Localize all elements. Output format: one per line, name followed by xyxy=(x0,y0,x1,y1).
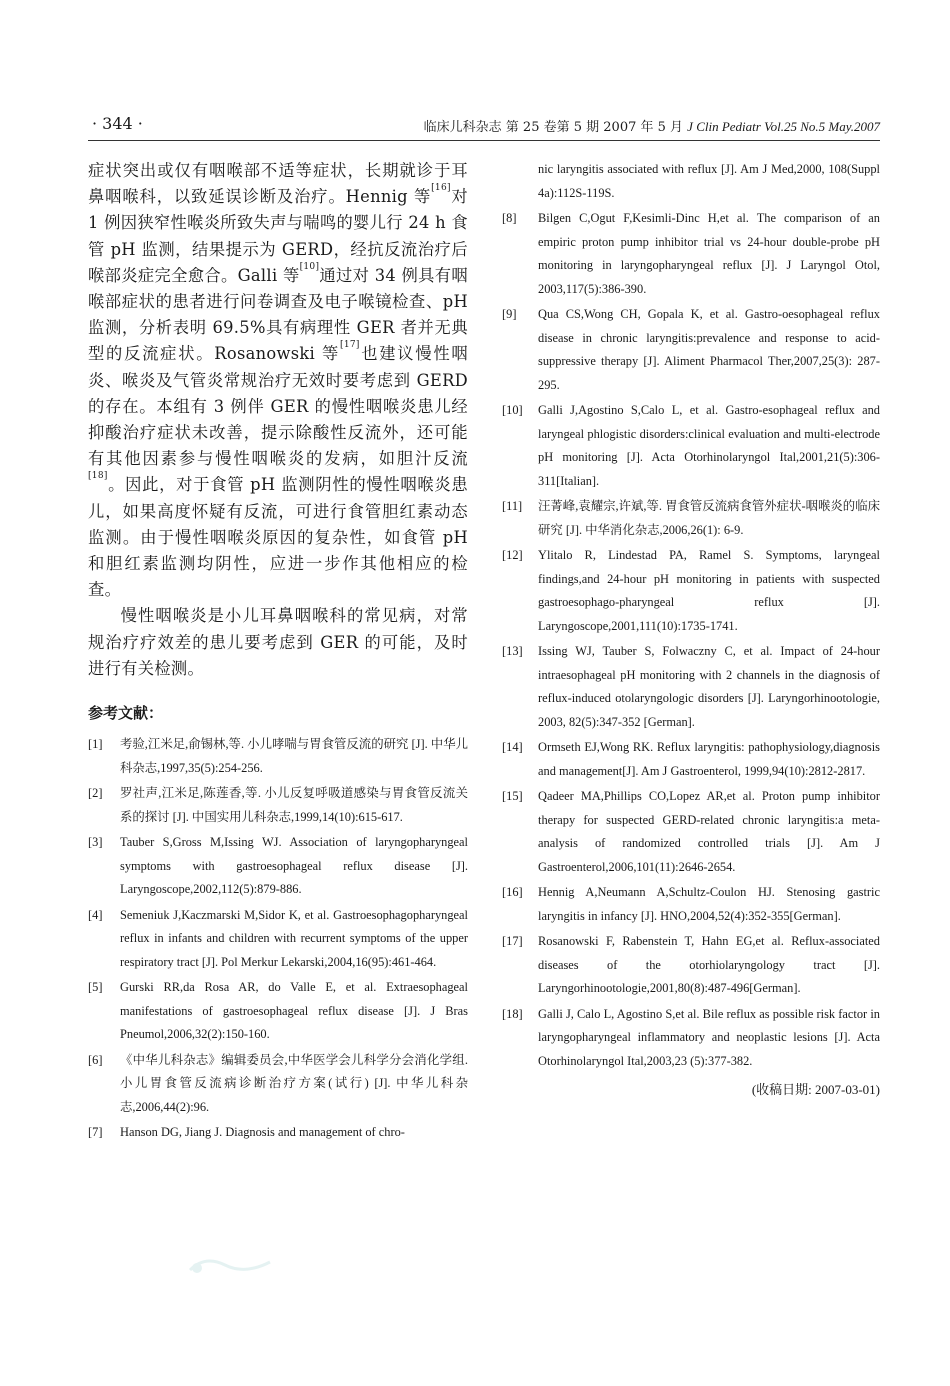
reference-text: Galli J,Agostino S,Calo L, et al. Gastro-esophageal reflux and laryngeal phlogistic disorders:clinical evaluation and multi-electrode pH monitoring [J]. Acta Otorhinolaryngol Ital,2001,21(5):306-311[Italian]. xyxy=(538,403,880,488)
reference-item xyxy=(502,158,880,205)
reference-item xyxy=(502,736,880,783)
reference-text: Galli J, Calo L, Agostino S,et al. Bile reflux as possible risk factor in laryngopharyngeal inflammatory and neoplastic lesions [J]. Acta Otorhinolaryngol Ital,2003,23 (5):377-382. xyxy=(538,1006,880,1068)
reference-item xyxy=(502,303,880,397)
citation: [18] xyxy=(88,471,108,482)
reference-number: [14] xyxy=(502,740,523,754)
left-column xyxy=(88,158,468,1147)
reference-item xyxy=(502,1003,880,1074)
reference-item xyxy=(502,881,880,928)
reference-text: Hanson DG, Jiang J. Diagnosis and management of chro- xyxy=(120,1125,405,1140)
reference-item xyxy=(88,976,468,1047)
body-paragraph-1: 症状突出或仅有咽喉部不适等症状，长期就诊于耳鼻咽喉科，以致延误诊断及治疗。Hennig 等[16]对 1 例因狭窄性喉炎所致失声与喘鸣的婴儿行 24 h 食管 pH 监测，结果提示为 GERD，经抗反流治疗后喉部炎症完全愈合。Galli 等[10]通过对 34 例具有咽喉部症状的患者进行问卷调查及电子喉镜检查、pH 监测，分析表明 69.5%具有病理性 GER 者并无典型的反流症状。Rosanowski 等[17]也建议慢性咽炎、喉炎及气管炎常规治疗无效时要考虑到 GERD 的存在。本组有 3 例伴 GER 的慢性咽喉炎患儿经抑酸治疗症状未改善，提示除酸性反流外，还可能有其他因素参与慢性咽喉炎的发病，如胆汁反流[18]。因此，对于食管 pH 监测阴性的慢性咽喉炎患儿，如果高度怀疑有反流，可进行食管胆红素动态监测。由于慢性咽喉炎原因的复杂性，如食管 pH 和胆红素监测均阴性，应进一步作其他相应的检查。 xyxy=(88,161,468,600)
reference-item xyxy=(502,930,880,1001)
reference-text: Semeniuk J,Kaczmarski M,Sidor K, et al. Gastroesophagopharyngeal reflux in infants and children with recurrent symptoms of the upper respiratory tract [J]. Pol Merkur Lekarski,2004,16(95):461-464. xyxy=(120,907,468,969)
reference-number: [13] xyxy=(502,644,523,658)
reference-item xyxy=(88,733,468,780)
reference-number: [5] xyxy=(88,980,103,995)
reference-item xyxy=(502,785,880,879)
page-number: · 344 · xyxy=(92,114,143,133)
reference-number: [7] xyxy=(88,1125,103,1140)
reference-text: 《中华儿科杂志》编辑委员会,中华医学会儿科学分会消化学组. 小儿胃食管反流病诊断治疗方案(试行) [J]. 中华儿科杂志,2006,44(2):96. xyxy=(120,1052,468,1114)
reference-text: Bilgen C,Ogut F,Kesimli-Dinc H,et al. The comparison of an empiric proton pump inhibitor trial vs 24-hour double-probe pH monitoring in laryngopharyngeal reflux [J]. J Laryngol Otol, 2003,117(5):386-390. xyxy=(538,211,880,296)
header-rule xyxy=(88,140,880,141)
references-heading: 参考文献： xyxy=(88,704,164,723)
reference-text: Rosanowski F, Rabenstein T, Hahn EG,et al. Reflux-associated diseases of the otorhiolaryngology tract [J]. Laryngorhinootologie,2001,80(8):487-496[German]. xyxy=(538,934,880,995)
reference-number: [15] xyxy=(502,789,523,803)
reference-number: [4] xyxy=(88,907,103,922)
reference-item xyxy=(88,782,468,829)
reference-number: [18] xyxy=(502,1006,523,1021)
reference-number: [17] xyxy=(502,934,523,948)
citation: [17] xyxy=(340,340,360,351)
body-paragraph-2: 慢性咽喉炎是小儿耳鼻咽喉科的常见病，对常规治疗疗效差的患儿要考虑到 GER 的可能，及时进行有关检测。 xyxy=(88,606,468,678)
reference-text: Ylitalo R, Lindestad PA, Ramel S. Symptoms, laryngeal findings,and 24-hour pH monitoring in patients with suspected gastroesophago-pharyngeal reflux [J]. Laryngoscope,2001,111(10):1735-1741. xyxy=(538,548,880,633)
reference-number: [1] xyxy=(88,737,103,752)
reference-number: [11] xyxy=(502,499,523,513)
reference-number: [9] xyxy=(502,307,517,321)
reference-item xyxy=(88,831,468,902)
reference-item xyxy=(502,207,880,301)
reference-number: [16] xyxy=(502,885,523,899)
reference-text: Tauber S,Gross M,Issing WJ. Association of laryngopharyngeal symptoms with gastroesophageal reflux disease [J]. Laryngoscope,2002,112(5):879-886. xyxy=(120,835,468,897)
reference-text: 罗社声,江米足,陈莲香,等. 小儿反复呼吸道感染与胃食管反流关系的探讨 [J]. 中国实用儿科杂志,1999,14(10):615-617. xyxy=(120,786,468,824)
reference-list-right xyxy=(502,158,880,1073)
received-date: (收稿日期: 2007-03-01) xyxy=(751,1082,880,1097)
reference-number: [6] xyxy=(88,1052,103,1067)
reference-item xyxy=(88,1049,468,1120)
journal-title-en: J Clin Pediatr Vol.25 No.5 May.2007 xyxy=(687,119,880,134)
reference-item xyxy=(502,544,880,638)
running-header xyxy=(424,116,880,135)
reference-number: [8] xyxy=(502,211,517,225)
reference-item xyxy=(502,495,880,542)
reference-text: Hennig A,Neumann A,Schultz-Coulon HJ. Stenosing gastric laryngitis in infancy [J]. HNO,2004,52(4):352-355[German]. xyxy=(538,885,880,923)
reference-item xyxy=(502,399,880,493)
reference-item xyxy=(88,1121,468,1145)
reference-text: Gurski RR,da Rosa AR, do Valle E, et al. Extraesophageal manifestations of gastroesophageal reflux disease [J]. J Bras Pneumol,2006,32(2):150-160. xyxy=(120,980,468,1042)
right-column xyxy=(502,158,880,1098)
reference-number: [2] xyxy=(88,786,103,801)
reference-number: [3] xyxy=(88,835,103,850)
watermark-logo xyxy=(185,1250,275,1280)
reference-item xyxy=(88,904,468,975)
reference-list-left xyxy=(88,733,468,1145)
citation: [16] xyxy=(431,183,451,194)
citation: [10] xyxy=(299,261,320,272)
reference-text: 汪菁峰,袁耀宗,许斌,等. 胃食管反流病食管外症状-咽喉炎的临床研究 [J]. 中华消化杂志,2006,26(1): 6-9. xyxy=(538,499,880,537)
reference-text: nic laryngitis associated with reflux [J]. Am J Med,2000, 108(Suppl 4a):112S-119S. xyxy=(538,162,880,200)
reference-text: 考验,江米足,俞锡林,等. 小儿哮喘与胃食管反流的研究 [J]. 中华儿科杂志,1997,35(5):254-256. xyxy=(120,737,468,775)
journal-title-cn: 临床儿科杂志 第 25 卷第 5 期 2007 年 5 月 xyxy=(423,120,684,135)
reference-text: Qua CS,Wong CH, Gopala K, et al. Gastro-oesophageal reflux disease in chronic laryngitis:prevalence and response to acid-suppressive therapy [J]. Aliment Pharmacol Ther,2007,25(3): 287-295. xyxy=(538,307,880,392)
reference-text: Issing WJ, Tauber S, Folwaczny C, et al. Impact of 24-hour intraesophageal pH monitoring with 2 channels in the diagnosis of reflux-induced otolaryngologic disorders [J]. Laryngorhinootologie, 2003, 82(5):347-352 [German]. xyxy=(538,644,880,729)
reference-number: [10] xyxy=(502,403,523,417)
reference-item xyxy=(502,640,880,734)
reference-text: Qadeer MA,Phillips CO,Lopez AR,et al. Proton pump inhibitor therapy for suspected GERD-related chronic laryngitis:a meta-analysis of randomized controlled trials [J]. Am J Gastroenterol,2006,101(11):2646-2654. xyxy=(538,789,880,874)
reference-text: Ormseth EJ,Wong RK. Reflux laryngitis: pathophysiology,diagnosis and management[J]. Am J Gastroenterol, 1999,94(10):2812-2817. xyxy=(538,740,880,778)
reference-number: [12] xyxy=(502,548,523,562)
